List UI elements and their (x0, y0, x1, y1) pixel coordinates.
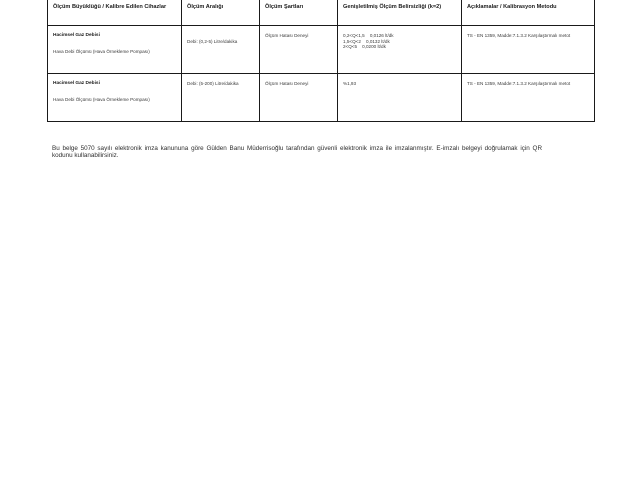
device-cell (48, 26, 182, 74)
method-cell (462, 26, 595, 74)
range-value: Debi: (0,2-5) Litre/dakika (187, 39, 238, 44)
calibration-scope-table (47, 0, 595, 122)
conditions-value: Ölçüm Hatası Deneyi (265, 33, 309, 38)
conditions-cell (260, 26, 338, 74)
uncertainty-list (343, 81, 456, 87)
range-cell (182, 74, 260, 122)
uncertainty-line: 1,5<Q<2 0,0132 lt/dk (343, 38, 390, 44)
header-calibration-method: Açıklamalar / Kalibrasyon Metodu (462, 0, 595, 26)
uncertainty-line: 2<Q<5 0,0200 lt/dk (343, 44, 386, 50)
table-header-row (48, 0, 595, 26)
conditions-value: Ölçüm Hatası Deneyi (265, 81, 309, 86)
range-cell (182, 26, 260, 74)
uncertainty-list (343, 33, 456, 50)
device-subtitle: Hava Debi Ölçümü (Hava Örnekleme Pompası) (53, 48, 150, 54)
uncertainty-cell (338, 74, 462, 122)
method-cell (462, 74, 595, 122)
table-row (48, 26, 595, 74)
method-value: TS - EN 1359, Madde:7.1.3.2 Karşılaştırmalı metot (467, 33, 571, 38)
header-measurement-conditions: Ölçüm Şartları (260, 0, 338, 26)
table-row (48, 74, 595, 122)
range-value: Debi: (5-200) Litre/dakika (187, 81, 239, 86)
device-subtitle: Hava Debi Ölçümü (Hava Örnekleme Pompası) (53, 96, 150, 102)
header-measurement-range: Ölçüm Aralığı (182, 0, 260, 26)
header-measurement-quantity: Ölçüm Büyüklüğü / Kalibre Edilen Cihazlar (48, 0, 182, 26)
uncertainty-line: 0,2<Q<1,5 0,0126 lt/dk (343, 33, 394, 38)
uncertainty-line: %1,93 (343, 81, 357, 86)
uncertainty-cell (338, 26, 462, 74)
conditions-cell (260, 74, 338, 122)
device-title: Hacimsel Gaz Debisi (53, 81, 100, 86)
header-expanded-uncertainty: Genişletilmiş Ölçüm Belirsizliği (k=2) (338, 0, 462, 26)
e-signature-note: Bu belge 5070 sayılı elektronik imza kanununa göre Gülden Banu Müderrisoğlu tarafından güvenli elektronik imza ile imzalanmıştır. E-imzalı belgeyi doğrulamak için QR kodunu kullanabilirsiniz. (52, 145, 542, 159)
method-value: TS - EN 1359, Madde:7.1.3.2 Karşılaştırmalı metot (467, 81, 571, 86)
device-cell (48, 74, 182, 122)
device-title: Hacimsel Gaz Debisi (53, 33, 100, 38)
